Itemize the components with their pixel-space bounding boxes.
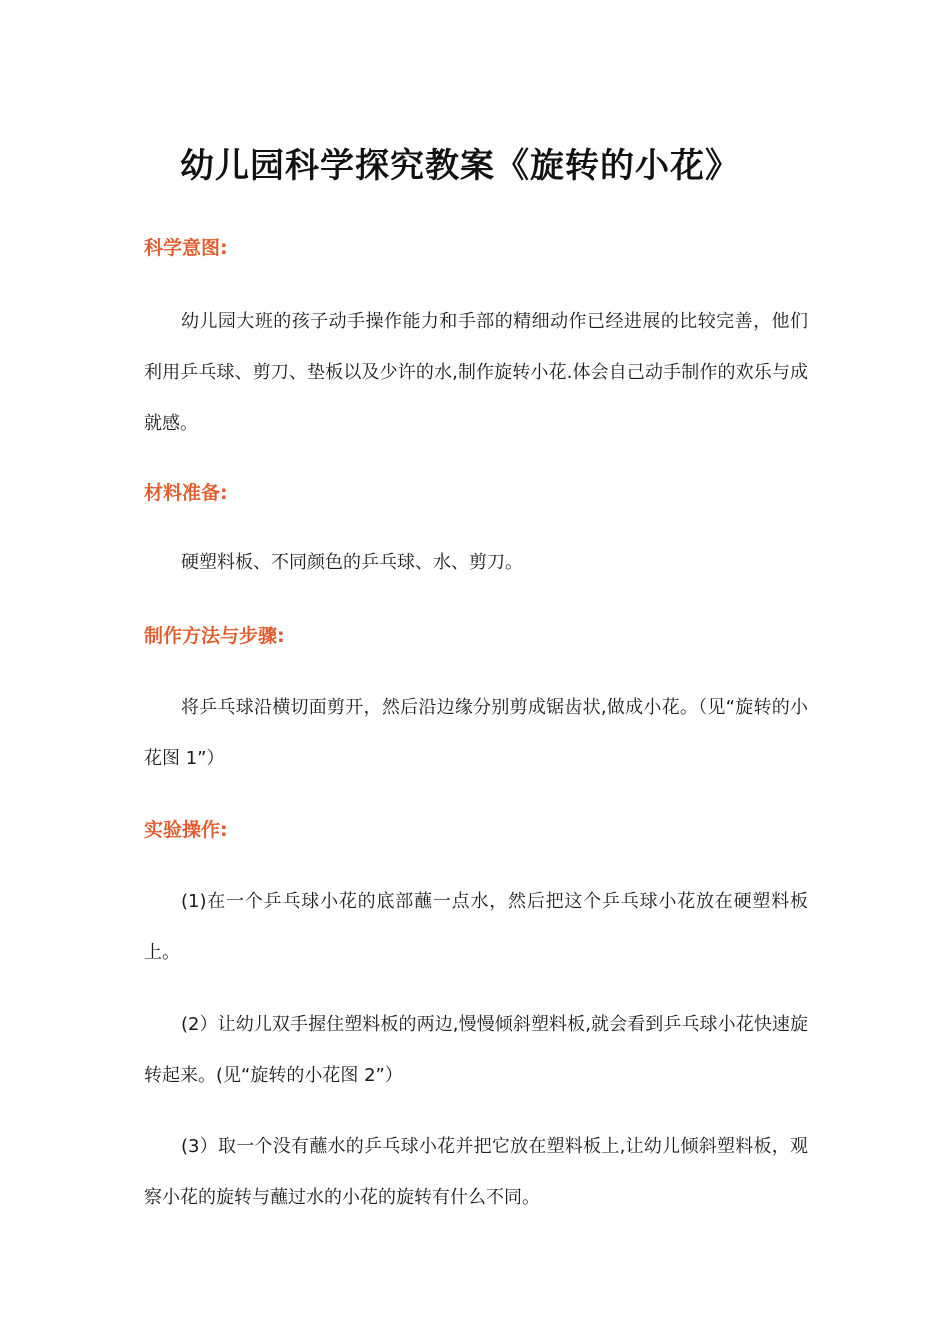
document-title: 幼儿园科学探究教案《旋转的小花》 [180, 146, 740, 186]
heading-science-intent: 科学意图: [144, 237, 228, 259]
paragraph-materials: 硬塑料板、不同颜色的乒乓球、水、剪刀。 [181, 552, 523, 573]
paragraph-method: 将乒乓球沿横切面剪开，然后沿边缘分别剪成锯齿状,做成小花。（见“旋转的小花图 1”） [144, 697, 808, 769]
experiment-step-1: (1)在一个乒乓球小花的底部蘸一点水，然后把这个乒乓球小花放在硬塑料板上。 [144, 891, 808, 963]
experiment-step-2: (2）让幼儿双手握住塑料板的两边,慢慢倾斜塑料板,就会看到乒乓球小花快速旋转起来。(见“旋转的小花图 2”） [144, 1014, 808, 1086]
heading-experiment: 实验操作: [144, 819, 228, 841]
heading-materials: 材料准备: [144, 482, 228, 504]
experiment-step-3: (3）取一个没有蘸水的乒乓球小花并把它放在塑料板上,让幼儿倾斜塑料板，观察小花的旋转与蘸过水的小花的旋转有什么不同。 [144, 1136, 808, 1208]
paragraph-science-intent: 幼儿园大班的孩子动手操作能力和手部的精细动作已经进展的比较完善，他们利用乒乓球、剪刀、垫板以及少许的水,制作旋转小花.体会自己动手制作的欢乐与成就感。 [144, 311, 808, 434]
heading-method: 制作方法与步骤: [144, 625, 285, 647]
